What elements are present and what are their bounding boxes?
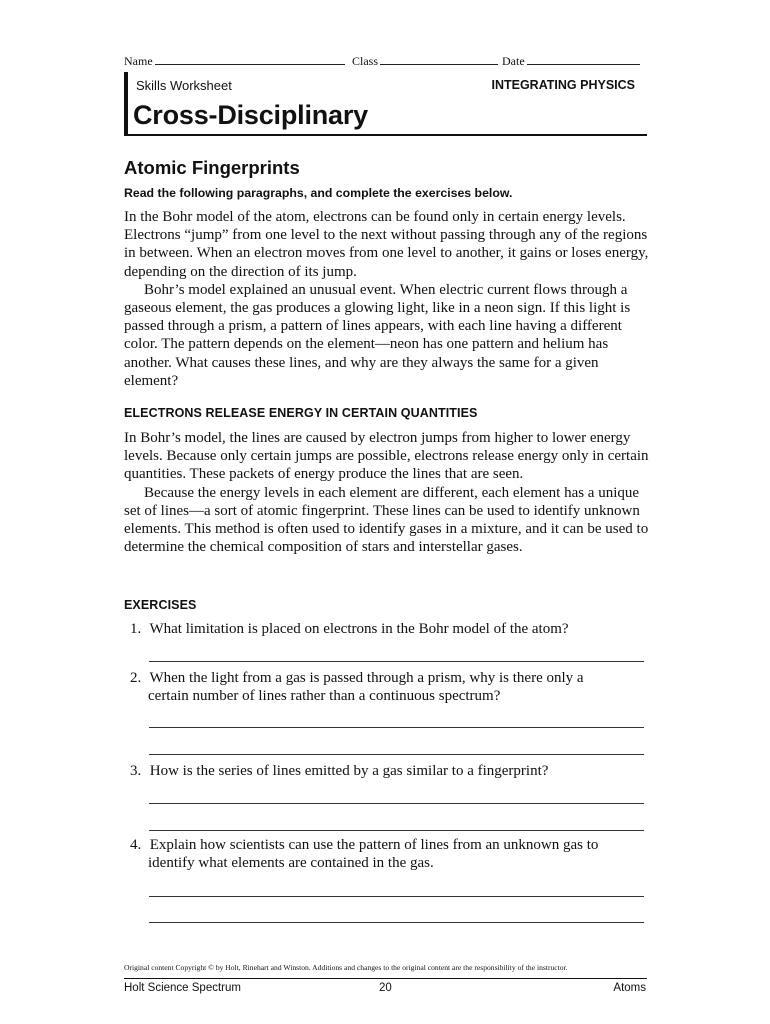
- class-blank[interactable]: [380, 54, 498, 65]
- exercise-question: Explain how scientists can use the pattern of lines from an unknown gas to: [149, 837, 599, 853]
- footer-rule: [124, 978, 647, 979]
- exercise-question-continued: certain number of lines rather than a continuous spectrum?: [148, 688, 501, 705]
- answer-line[interactable]: [149, 803, 644, 804]
- date-label: Date: [502, 54, 525, 68]
- name-blank[interactable]: [155, 54, 345, 65]
- exercise-3: [130, 762, 645, 780]
- section-paragraph-2: Because the energy levels in each element are different, each element has a unique set of lines—a sort of atomic fingerprint. These lines can be used to identify unknown elements. This method is often used to identify gases in a mixture, and it can be used to determine the chemical composition of stars and interstellar gases.: [124, 484, 649, 556]
- article-subtitle: Atomic Fingerprints: [124, 157, 300, 178]
- instructions: Read the following paragraphs, and complete the exercises below.: [124, 186, 513, 200]
- copyright-notice: Original content Copyright © by Holt, Rinehart and Winston. Additions and changes to the original content are the responsibility of the instructor.: [124, 963, 568, 972]
- answer-line[interactable]: [149, 754, 644, 755]
- date-blank[interactable]: [527, 54, 640, 65]
- footer-chapter: Atoms: [613, 982, 646, 994]
- page-title: Cross-Disciplinary: [133, 100, 368, 130]
- exercises-heading: EXERCISES: [124, 598, 197, 612]
- intro-paragraph-2: Bohr’s model explained an unusual event. When electric current flows through a gaseous element, the gas produces a glowing light, like in a neon sign. If this light is passed through a prism, a pattern of lines appears, with each line having a different color. The pattern depends on the element—neon has one pattern and helium has another. What causes these lines, and why are they always the same for a given element?: [124, 281, 631, 389]
- name-label: Name: [124, 54, 153, 68]
- exercise-number: 2.: [130, 670, 142, 686]
- exercise-number: 4.: [130, 837, 142, 853]
- intro-text: [124, 208, 649, 390]
- footer-page-number: 20: [379, 982, 392, 994]
- footer-book-title: Holt Science Spectrum: [124, 982, 241, 994]
- exercise-question: When the light from a gas is passed through a prism, why is there only a: [149, 670, 584, 686]
- section-heading: ELECTRONS RELEASE ENERGY IN CERTAIN QUANTITIES: [124, 406, 478, 420]
- exercise-number: 3.: [130, 763, 142, 779]
- answer-line[interactable]: [149, 830, 644, 831]
- exercise-1: [130, 620, 645, 638]
- title-underline: [124, 134, 647, 136]
- date-field[interactable]: [502, 54, 640, 69]
- answer-line[interactable]: [149, 727, 644, 728]
- section-text: [124, 429, 649, 556]
- answer-line[interactable]: [149, 661, 644, 662]
- section-paragraph-1: In Bohr’s model, the lines are caused by electron jumps from higher to lower energy levels. Because only certain jumps are possible, electrons release energy only in certain quantities. These packets of energy produce the lines that are seen.: [124, 430, 649, 483]
- title-bar-accent: [124, 72, 128, 136]
- exercise-question: What limitation is placed on electrons in the Bohr model of the atom?: [149, 621, 569, 637]
- class-field[interactable]: [352, 54, 498, 69]
- name-field[interactable]: [124, 54, 345, 69]
- exercise-number: 1.: [130, 621, 142, 637]
- worksheet-type-label: Skills Worksheet: [136, 78, 232, 93]
- answer-line[interactable]: [149, 896, 644, 897]
- answer-line[interactable]: [149, 922, 644, 923]
- exercise-2: [130, 669, 645, 706]
- exercise-question: How is the series of lines emitted by a gas similar to a fingerprint?: [149, 763, 549, 779]
- worksheet-category: INTEGRATING PHYSICS: [491, 78, 635, 92]
- exercise-4: [130, 836, 645, 873]
- class-label: Class: [352, 54, 379, 68]
- intro-paragraph-1: In the Bohr model of the atom, electrons can be found only in certain energy levels. Electrons “jump” from one level to the next without passing through any of the regions in between. When an electron moves from one level to another, it gains or loses energy, depending on the direction of its jump.: [124, 209, 649, 280]
- exercise-question-continued: identify what elements are contained in the gas.: [148, 855, 434, 872]
